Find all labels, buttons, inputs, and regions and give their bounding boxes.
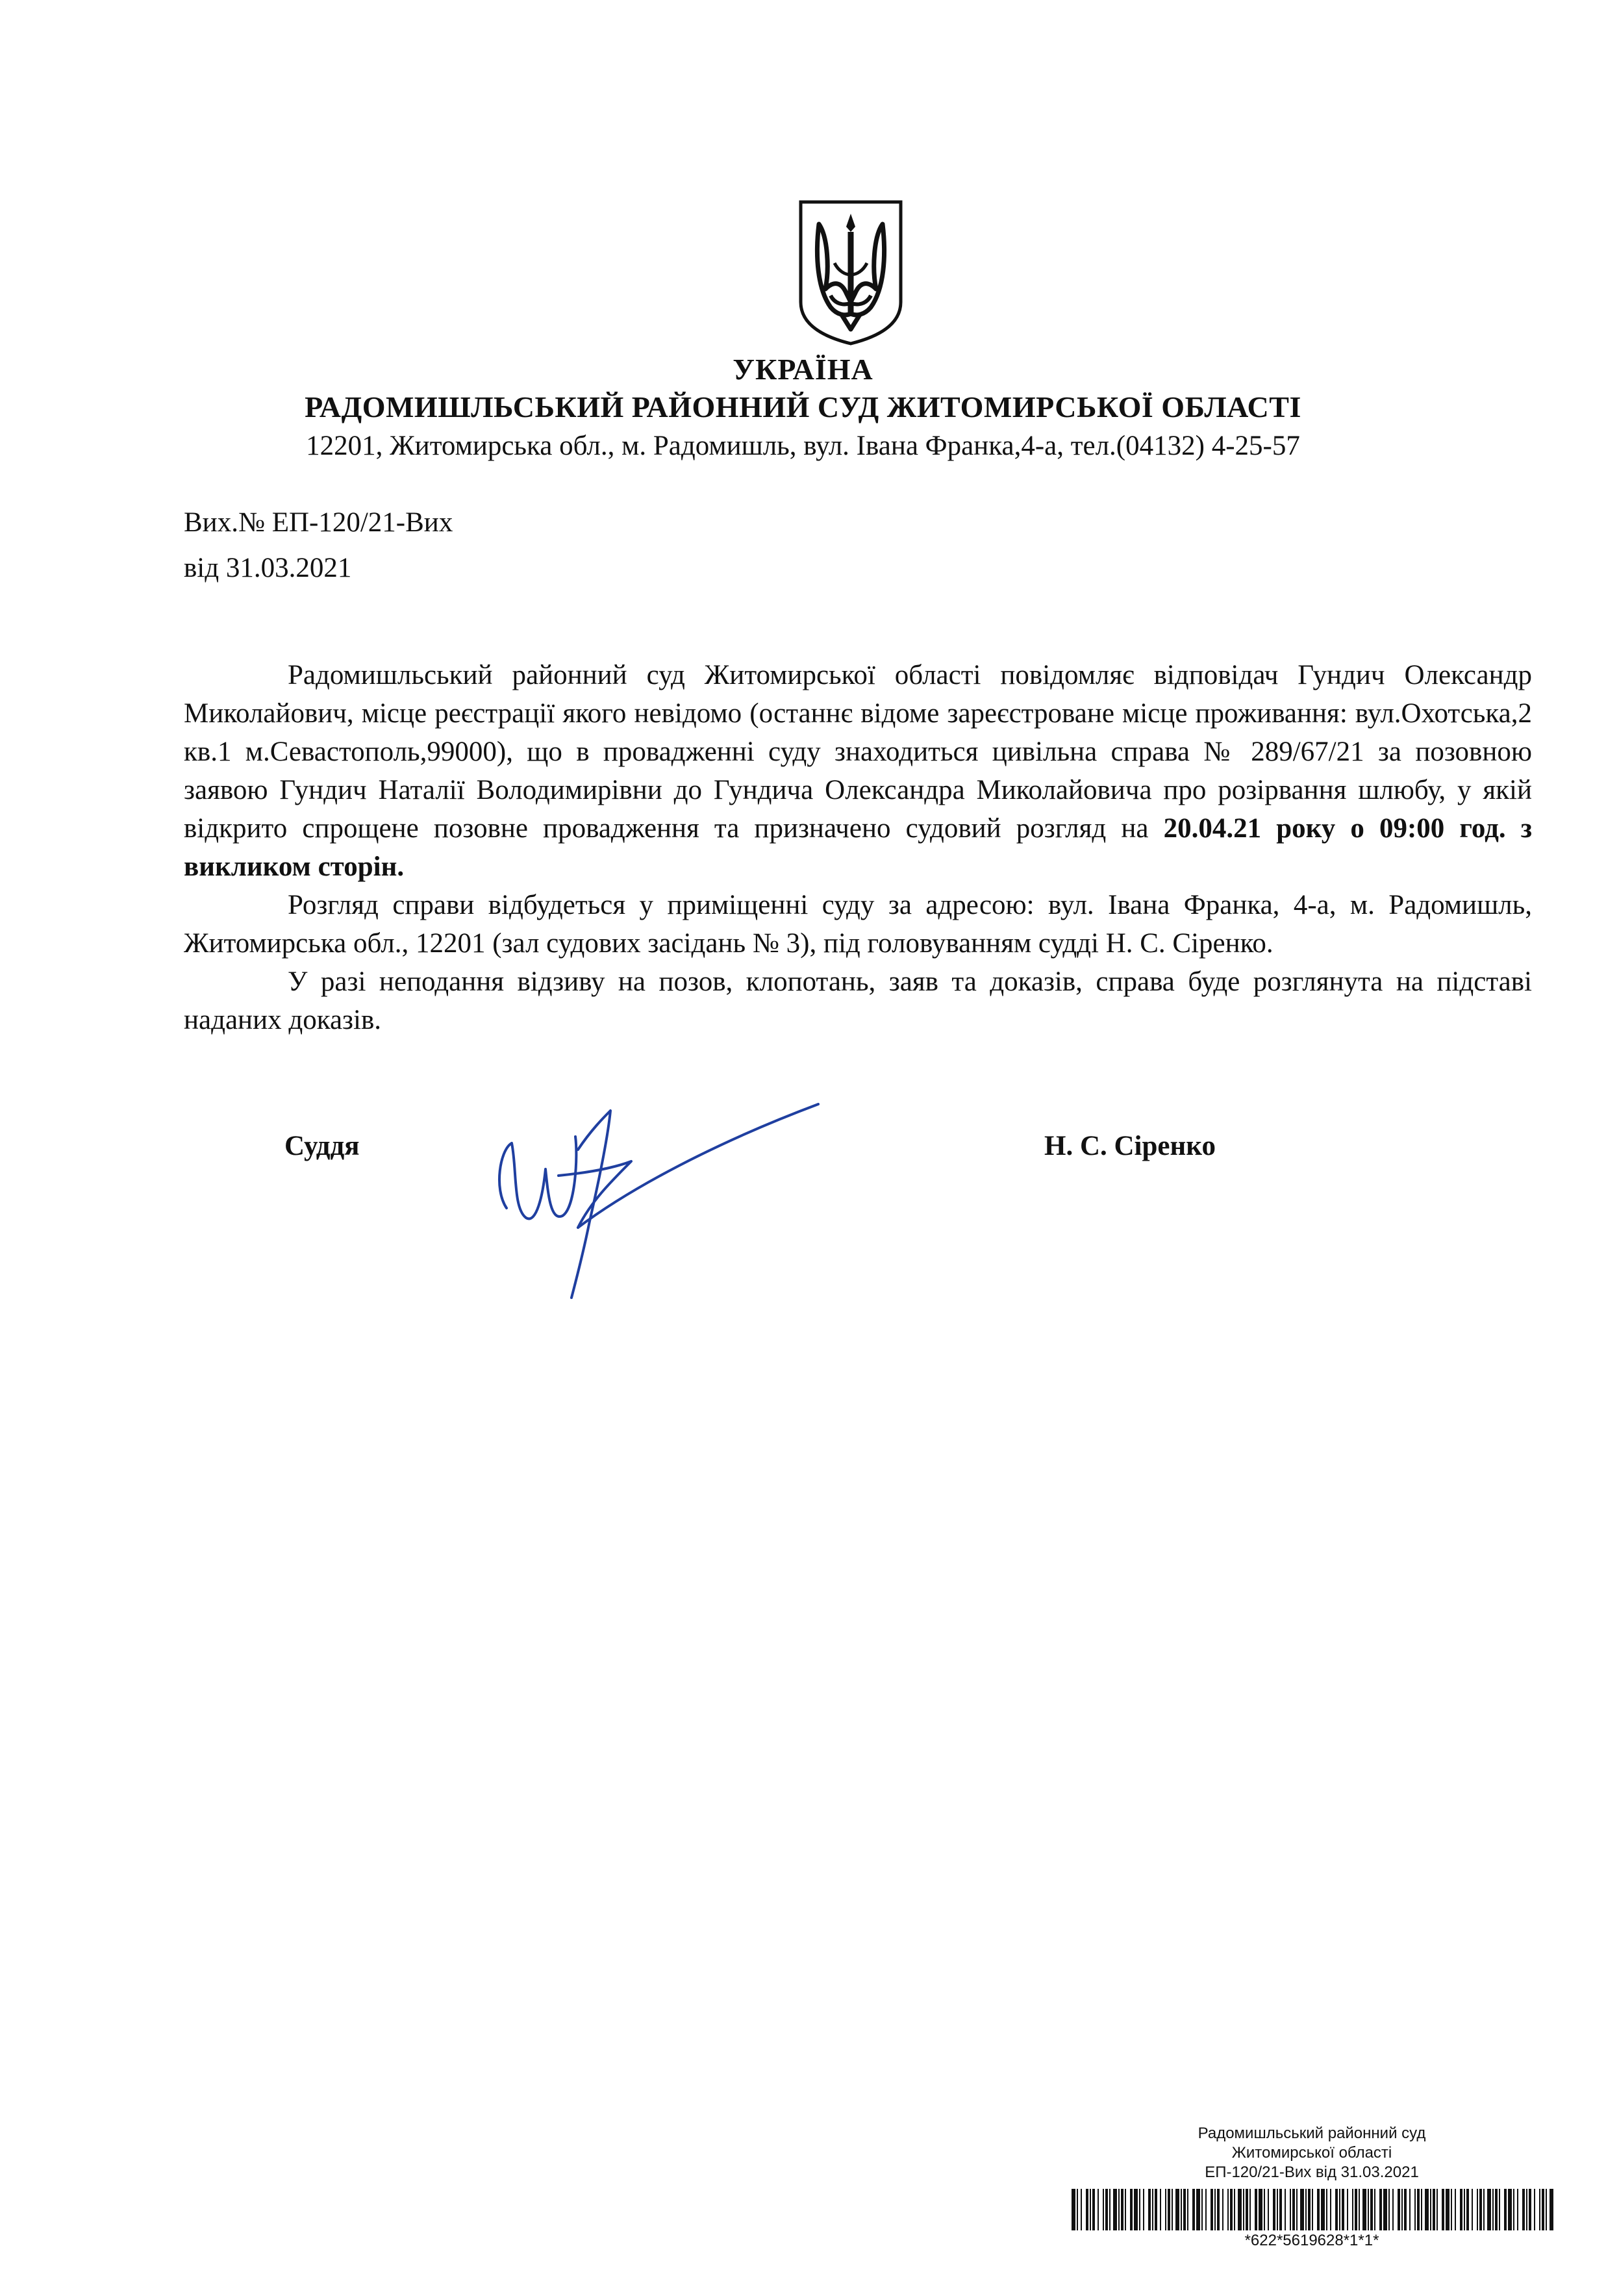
barcode-bar	[1246, 2189, 1248, 2230]
barcode-bar	[1368, 2189, 1369, 2230]
barcode-bar	[1183, 2189, 1186, 2230]
barcode-bar	[1077, 2189, 1078, 2230]
barcode-bar	[1118, 2189, 1120, 2230]
barcode-bar	[1550, 2189, 1553, 2230]
barcode-bar	[1255, 2189, 1257, 2230]
barcode-bar	[1508, 2189, 1512, 2230]
barcode-bar	[1273, 2189, 1275, 2230]
barcode-bar	[1168, 2189, 1170, 2230]
barcode-bar	[1517, 2189, 1518, 2230]
barcode-bar	[1105, 2189, 1108, 2230]
barcode-bar	[1234, 2189, 1235, 2230]
barcode-bar	[1155, 2189, 1157, 2230]
judge-name: Н. С. Сіренко	[1044, 1131, 1216, 1161]
barcode-bar	[1409, 2189, 1411, 2230]
barcode-bar	[1300, 2189, 1304, 2230]
barcode-bar	[1401, 2189, 1403, 2230]
barcode-bar	[1152, 2189, 1153, 2230]
signature-label: Суддя	[284, 1131, 360, 1161]
paragraph-hearing-location: Розгляд справи відбудеться у приміщенні суду за адресою: вул. Івана Франка, 4-а, м. Радомишль, Житомирська обл., 12201 (зал судових засідань № 3), під головуванням судді Н. С. Сіренко.	[184, 890, 1532, 959]
barcode-bar	[1421, 2189, 1422, 2230]
barcode-bar	[1433, 2189, 1435, 2230]
barcode-bar	[1211, 2189, 1213, 2230]
paragraph-notice-text: Радомишльський районний суд Житомирської області повідомляє відповідач Гундич Олександр Миколайович, місце реєстрації якого невідомо (останнє відоме зареєстроване місце проживання: вул.Охотська,2 кв.1 м.Севастополь,99000), що в провадженні суду знаходиться цивільна справа № 289/67/21 за позовною заявою Гундич Наталії Володимирівни до Гундича Олександра Миколайовича про розірвання шлюбу, у якій відкрито спрощене позовне провадження та призначено судовий розгляд на	[184, 660, 1532, 844]
barcode-bar	[1513, 2189, 1514, 2230]
barcode-bar	[1446, 2189, 1449, 2230]
barcode-bar	[1143, 2189, 1144, 2230]
barcode-bar	[1326, 2189, 1327, 2230]
barcode-bar	[1442, 2189, 1444, 2230]
barcode-bar	[1495, 2189, 1498, 2230]
barcode-bar	[1355, 2189, 1357, 2230]
barcode-bar	[1347, 2189, 1348, 2230]
barcode-bar	[1175, 2189, 1179, 2230]
barcode-bar	[1455, 2189, 1456, 2230]
court-address: 12201, Житомирська обл., м. Радомишль, вул. Івана Франка,4-а, тел.(04132) 4-25-57	[306, 431, 1300, 461]
barcode-bar	[1092, 2189, 1095, 2230]
barcode-bar	[1383, 2189, 1387, 2230]
barcode-bar	[1109, 2189, 1110, 2230]
court-name-heading: РАДОМИШЛЬСЬКИЙ РАЙОННИЙ СУД ЖИТОМИРСЬКОЇ ОБЛАСТІ	[305, 390, 1301, 423]
barcode-bar	[1464, 2189, 1465, 2230]
barcode-bar	[1227, 2189, 1229, 2230]
barcode-bar	[1534, 2189, 1535, 2230]
barcode-bar	[1214, 2189, 1216, 2230]
barcode-bar	[1090, 2189, 1091, 2230]
barcode-bar	[1312, 2189, 1313, 2230]
barcode-bar	[1330, 2189, 1331, 2230]
barcode-bar	[1542, 2189, 1544, 2230]
barcode-bar	[1285, 2189, 1286, 2230]
barcode-bar	[1451, 2189, 1452, 2230]
barcode-bar	[1264, 2189, 1265, 2230]
barcode-bar	[1192, 2189, 1195, 2230]
stamp-number-line: ЕП-120/21-Вих від 31.03.2021	[1205, 2164, 1419, 2181]
barcode-bar	[1417, 2189, 1420, 2230]
hearing-date-bold: 20.04.21 року о 09:00 год. з викликом сторін.	[184, 813, 1532, 882]
barcode-bar	[1296, 2189, 1298, 2230]
barcode-bar	[1222, 2189, 1223, 2230]
paragraph-notice	[184, 656, 1532, 886]
barcode-bar	[1103, 2189, 1104, 2230]
paragraph-warning: У разі неподання відзиву на позов, клопотань, заяв та доказів, справа буде розглянута на підставі наданих доказів.	[184, 966, 1532, 1035]
barcode-bar	[1113, 2189, 1117, 2230]
barcode-bar	[1460, 2189, 1462, 2230]
barcode-bar	[1086, 2189, 1088, 2230]
barcode-bar	[1121, 2189, 1123, 2230]
registration-stamp	[1065, 2124, 1559, 2182]
barcode-bar	[1098, 2189, 1099, 2230]
barcode-bar	[1374, 2189, 1375, 2230]
barcode-bar	[1072, 2189, 1075, 2230]
barcode-bar	[1230, 2189, 1233, 2230]
barcode-bar	[1430, 2189, 1431, 2230]
barcode-bar	[1492, 2189, 1494, 2230]
barcode-bar	[1487, 2189, 1491, 2230]
outgoing-date: від 31.03.2021	[184, 553, 352, 583]
barcode-bar	[1130, 2189, 1133, 2230]
barcode-bar	[1125, 2189, 1126, 2230]
barcode-caption: *622*5619628*1*1*	[1244, 2232, 1379, 2249]
barcode-bar	[1181, 2189, 1182, 2230]
barcode-bar	[1134, 2189, 1138, 2230]
stamp-region-line: Житомирської області	[1231, 2144, 1392, 2162]
barcode-bar	[1352, 2189, 1353, 2230]
barcode-bar	[1148, 2189, 1151, 2230]
barcode-bar	[1526, 2189, 1527, 2230]
barcode-bar	[1165, 2189, 1166, 2230]
barcode-bar	[1398, 2189, 1400, 2230]
barcode-bar	[1196, 2189, 1200, 2230]
barcode-bar	[1205, 2189, 1207, 2230]
barcode-bar	[1504, 2189, 1507, 2230]
barcode-bar	[1370, 2189, 1373, 2230]
barcode-bar	[1466, 2189, 1469, 2230]
barcode-bar	[1277, 2189, 1278, 2230]
barcode-bar	[1546, 2189, 1547, 2230]
barcode-bar	[1201, 2189, 1203, 2230]
barcode-bar	[1172, 2189, 1173, 2230]
barcode-bar	[1305, 2189, 1307, 2230]
barcode-bar	[1279, 2189, 1282, 2230]
barcode-bar	[1479, 2189, 1482, 2230]
barcode-bar	[1362, 2189, 1366, 2230]
barcode-bar	[1404, 2189, 1407, 2230]
barcode-bar	[1292, 2189, 1295, 2230]
barcode-bar	[1437, 2189, 1438, 2230]
barcode-bar	[1321, 2189, 1325, 2230]
barcode-bar	[1359, 2189, 1360, 2230]
barcode-bar	[1308, 2189, 1311, 2230]
handwritten-signature	[481, 1078, 831, 1312]
barcode-bar	[1339, 2189, 1340, 2230]
barcode-bar	[1539, 2189, 1540, 2230]
barcode-bar	[1472, 2189, 1473, 2230]
barcode-bar	[1499, 2189, 1500, 2230]
stamp-court-line: Радомишльський районний суд	[1198, 2125, 1426, 2142]
barcode-bar	[1160, 2189, 1161, 2230]
barcode-bar	[1425, 2189, 1429, 2230]
barcode-bar	[1317, 2189, 1320, 2230]
barcode-bar	[1522, 2189, 1525, 2230]
country-heading: УКРАЇНА	[733, 353, 873, 386]
barcode-bar	[1379, 2189, 1382, 2230]
barcode-bar	[1477, 2189, 1478, 2230]
barcode-bar	[1238, 2189, 1242, 2230]
barcode-bar	[1335, 2189, 1338, 2230]
barcode	[1070, 2189, 1553, 2230]
barcode-bar	[1388, 2189, 1390, 2230]
barcode-bar	[1249, 2189, 1251, 2230]
barcode-bar	[1259, 2189, 1262, 2230]
barcode-bar	[1243, 2189, 1244, 2230]
barcode-bar	[1483, 2189, 1485, 2230]
barcode-bar	[1414, 2189, 1416, 2230]
barcode-bar	[1529, 2189, 1531, 2230]
trident-coat-of-arms-icon	[796, 198, 906, 346]
barcode-bar	[1268, 2189, 1269, 2230]
barcode-bar	[1187, 2189, 1188, 2230]
barcode-bar	[1392, 2189, 1394, 2230]
barcode-bar	[1081, 2189, 1082, 2230]
barcode-bar	[1217, 2189, 1220, 2230]
barcode-bar	[1290, 2189, 1291, 2230]
barcode-bar	[1139, 2189, 1140, 2230]
barcode-bar	[1342, 2189, 1344, 2230]
letter-body	[184, 656, 1532, 1039]
outgoing-number: Вих.№ ЕП-120/21-Вих	[184, 507, 453, 538]
